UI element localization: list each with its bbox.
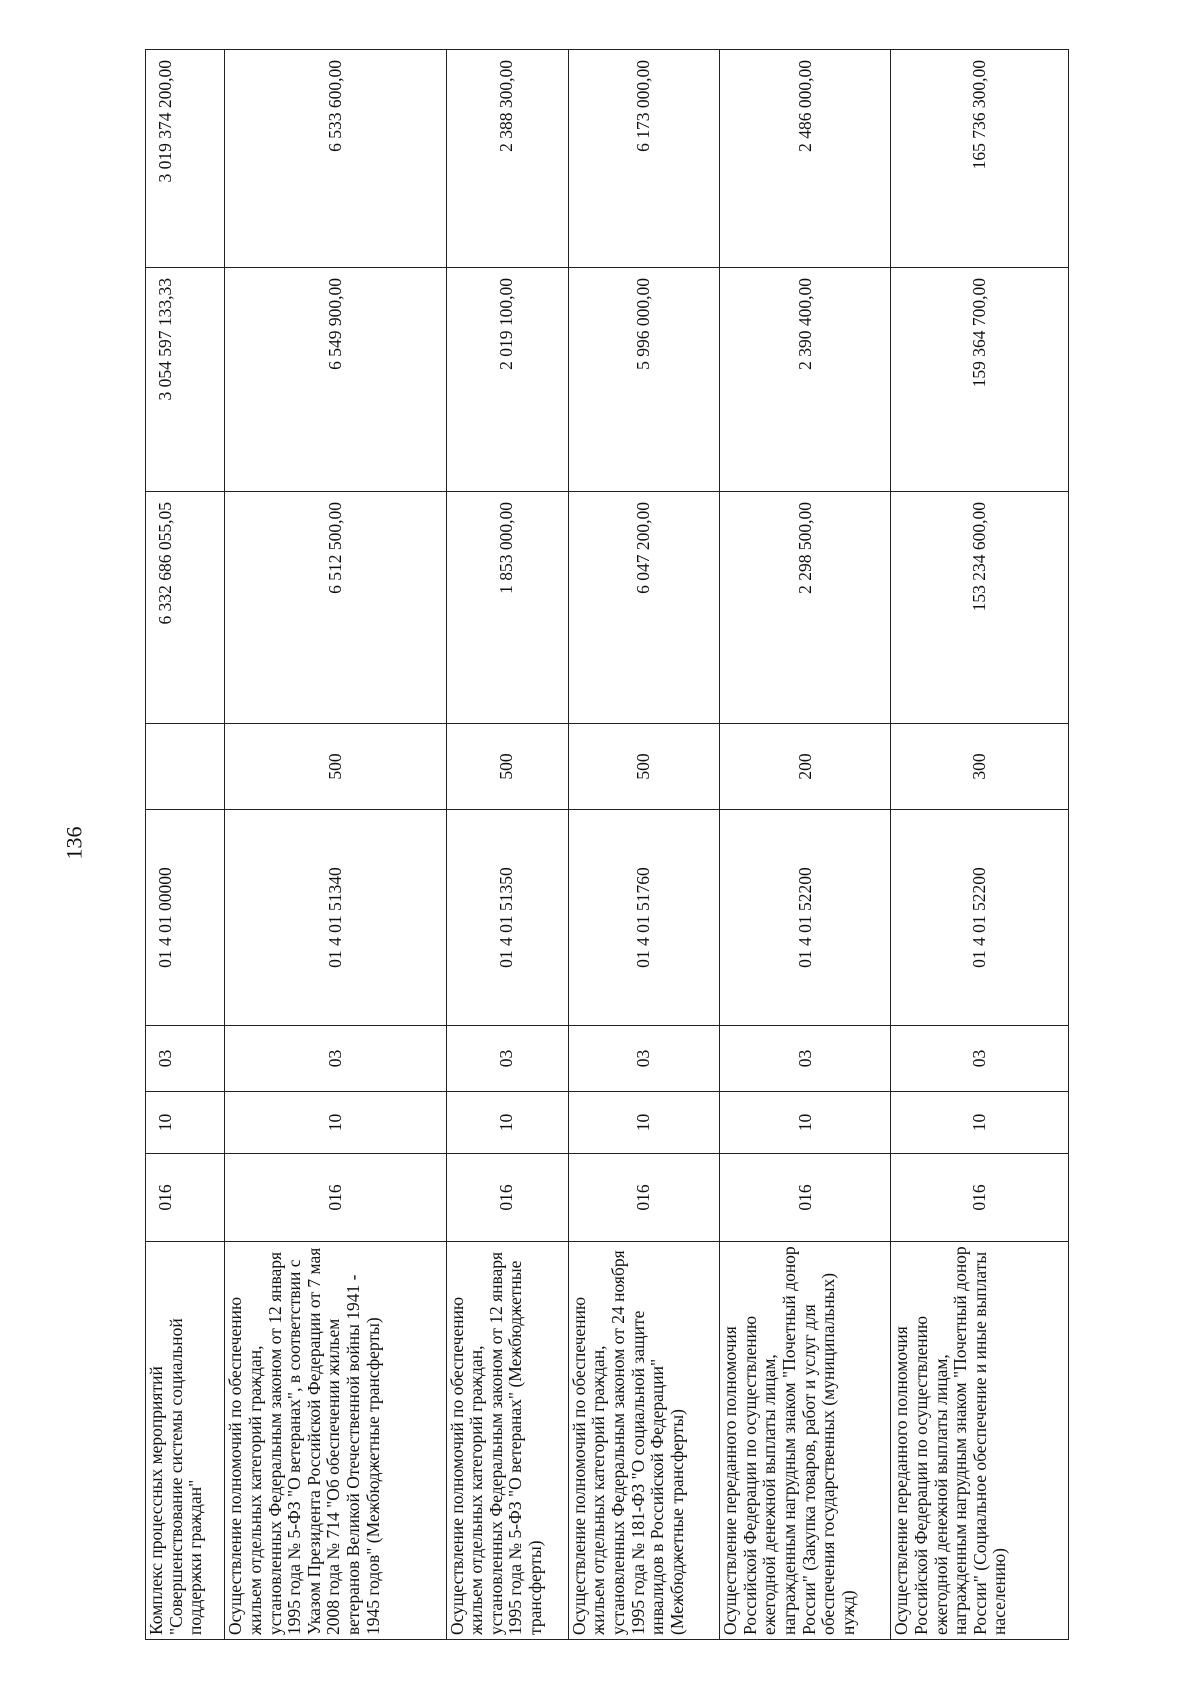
expense-type-code (146, 724, 225, 810)
amount-year-1: 6 047 200,00 (568, 492, 719, 724)
table-row (891, 50, 1069, 1640)
target-article-code: 01 4 01 52200 (720, 810, 891, 1026)
row-description: Осуществление полномочий по обеспечению жильем отдельных категорий граждан, установленных Федеральным законом от 12 января 1995 года № 5-ФЗ "О ветеранах" (Межбюджетные трансферты) (446, 1242, 568, 1640)
amount-year-1: 6 332 686 055,05 (146, 492, 225, 724)
budget-table (145, 49, 1069, 1640)
amount-year-3: 6 173 000,00 (568, 50, 719, 268)
amount-year-2: 6 549 900,00 (225, 268, 446, 492)
row-description: Осуществление полномочий по обеспечению жильем отдельных категорий граждан, установленных Федеральным законом от 24 ноября 1995 года № 181-ФЗ "О социальной защите инвалидов в Российской Федерации" (Межбюджетные трансферты) (568, 1242, 719, 1640)
target-article-code: 01 4 01 51340 (225, 810, 446, 1026)
subsection-code: 03 (720, 1026, 891, 1092)
amount-year-3: 2 486 000,00 (720, 50, 891, 268)
subsection-code: 03 (146, 1026, 225, 1092)
section-code: 10 (446, 1092, 568, 1154)
section-code: 10 (891, 1092, 1069, 1154)
ministry-code: 016 (568, 1154, 719, 1242)
amount-year-2: 2 390 400,00 (720, 268, 891, 492)
amount-year-3: 6 533 600,00 (225, 50, 446, 268)
ministry-code: 016 (446, 1154, 568, 1242)
ministry-code: 016 (225, 1154, 446, 1242)
target-article-code: 01 4 01 51350 (446, 810, 568, 1026)
section-code: 10 (568, 1092, 719, 1154)
amount-year-3: 2 388 300,00 (446, 50, 568, 268)
amount-year-1: 153 234 600,00 (891, 492, 1069, 724)
table-row (225, 50, 446, 1640)
expense-type-code: 500 (446, 724, 568, 810)
section-code: 10 (720, 1092, 891, 1154)
subsection-code: 03 (446, 1026, 568, 1092)
ministry-code: 016 (891, 1154, 1069, 1242)
target-article-code: 01 4 01 00000 (146, 810, 225, 1026)
row-description: Осуществление переданного полномочия Российской Федерации по осуществлению ежегодной денежной выплаты лицам, награжденным нагрудным знаком "Почетный донор России" (Закупка товаров, работ и услуг для обеспечения государственных (муниципальных) нужд) (720, 1242, 891, 1640)
amount-year-2: 3 054 597 133,33 (146, 268, 225, 492)
subsection-code: 03 (225, 1026, 446, 1092)
amount-year-2: 159 364 700,00 (891, 268, 1069, 492)
row-description: Комплекс процессных мероприятий "Совершенствование системы социальной поддержки граждан" (146, 1242, 225, 1640)
expense-type-code: 500 (225, 724, 446, 810)
amount-year-1: 1 853 000,00 (446, 492, 568, 724)
expense-type-code: 500 (568, 724, 719, 810)
expense-type-code: 300 (891, 724, 1069, 810)
ministry-code: 016 (146, 1154, 225, 1242)
table-row (446, 50, 568, 1640)
table-row (720, 50, 891, 1640)
section-code: 10 (146, 1092, 225, 1154)
subsection-code: 03 (568, 1026, 719, 1092)
subsection-code: 03 (891, 1026, 1069, 1092)
row-description: Осуществление полномочий по обеспечению жильем отдельных категорий граждан, установленных Федеральным законом от 12 января 1995 года № 5-ФЗ "О ветеранах", в соответствии с Указом Президента Российской Федерации от 7 мая 2008 года № 714 "Об обеспечении жильем ветеранов Великой Отечественной войны 1941 - 1945 годов" (Межбюджетные трансферты) (225, 1242, 446, 1640)
amount-year-3: 3 019 374 200,00 (146, 50, 225, 268)
amount-year-2: 5 996 000,00 (568, 268, 719, 492)
page-number: 136 (61, 826, 87, 860)
table-row (568, 50, 719, 1640)
target-article-code: 01 4 01 51760 (568, 810, 719, 1026)
table-row (146, 50, 225, 1640)
amount-year-1: 2 298 500,00 (720, 492, 891, 724)
section-code: 10 (225, 1092, 446, 1154)
expense-type-code: 200 (720, 724, 891, 810)
target-article-code: 01 4 01 52200 (891, 810, 1069, 1026)
ministry-code: 016 (720, 1154, 891, 1242)
amount-year-2: 2 019 100,00 (446, 268, 568, 492)
row-description: Осуществление переданного полномочия Российской Федерации по осуществлению ежегодной денежной выплаты лицам, награжденным нагрудным знаком "Почетный донор России" (Социальное обеспечение и иные выплаты населению) (891, 1242, 1069, 1640)
amount-year-1: 6 512 500,00 (225, 492, 446, 724)
amount-year-3: 165 736 300,00 (891, 50, 1069, 268)
budget-table-rotated (145, 50, 1069, 1640)
